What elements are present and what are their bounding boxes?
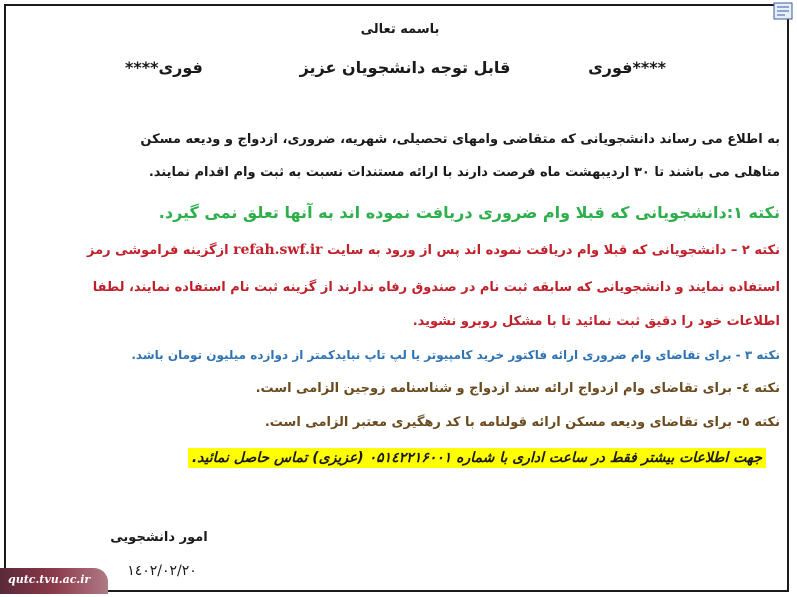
note-2-line-1 bbox=[25, 242, 780, 258]
document-corner-icon bbox=[773, 2, 793, 20]
issue-date: ۱٤۰۲/۰۲/۲۰ bbox=[127, 563, 197, 579]
note-2-line-2: استفاده نمایند و دانشجویانی که سابقه ثبت نام در صندوق رفاه ندارند از گزینه ثبت نام استفاده نمایند، لطفا bbox=[92, 280, 780, 295]
note-4: نکته ٤- برای تقاضای وام ازدواج ارائه سند ازدواج و شناسنامه زوجین الزامی است. bbox=[255, 381, 780, 396]
office-signature: امور دانشجویی bbox=[110, 530, 208, 545]
announcement-frame bbox=[4, 4, 789, 592]
refah-site-link[interactable]: refah.swf.ir bbox=[233, 242, 323, 258]
note-1: نکته ۱:دانشجویانی که قبلا وام ضروری دریافت نموده اند به آنها تعلق نمی گیرد. bbox=[158, 203, 780, 222]
watermark-text: qutc.tvu.ac.ir bbox=[8, 573, 91, 586]
site-watermark bbox=[0, 568, 108, 594]
note-3: نکته ۳ - برای تقاضای وام ضروری ارائه فاکتور خرید کامپیوتر یا لپ تاپ نبایدکمتر از دوازده میلیون تومان باشد. bbox=[131, 348, 780, 362]
contact-line bbox=[25, 450, 766, 466]
intro-paragraph-line-1: به اطلاع می رساند دانشجویانی که متقاضی وامهای تحصیلی، شهریه، ضروری، ازدواج و ودیعه مسکن bbox=[140, 132, 780, 147]
note-2-text-a: نکته ۲ – دانشجویانی که قبلا وام دریافت نموده اند پس از ورود به سایت bbox=[327, 243, 780, 258]
note-2-text-b: ازگزینه فراموشی رمز bbox=[87, 243, 229, 258]
contact-text: جهت اطلاعات بیشتر فقط در ساعت اداری با شماره ۰۵۱٤۲۲۱۶۰۰۱ (عزیزی) تماس حاصل نمائید. bbox=[188, 448, 766, 468]
note-2-line-3: اطلاعات خود را دقیق ثبت نمائید تا با مشکل روبرو نشوید. bbox=[412, 314, 780, 329]
urgent-label-left: فوری**** bbox=[125, 58, 203, 77]
bismillah-heading: باسمه تعالی bbox=[360, 22, 440, 37]
page-title: قابل توجه دانشجویان عزیز bbox=[299, 58, 511, 77]
note-5: نکته ٥- برای تقاضای ودیعه مسکن ارائه قولنامه با کد رهگیری معتبر الزامی است. bbox=[264, 415, 780, 430]
intro-paragraph-line-2: متاهلی می باشند تا ۳۰ اردیبهشت ماه فرصت دارند با ارائه مستندات نسبت به ثبت وام اقدام نمایند. bbox=[148, 165, 780, 180]
urgent-label-right: ****فوری bbox=[588, 58, 666, 77]
